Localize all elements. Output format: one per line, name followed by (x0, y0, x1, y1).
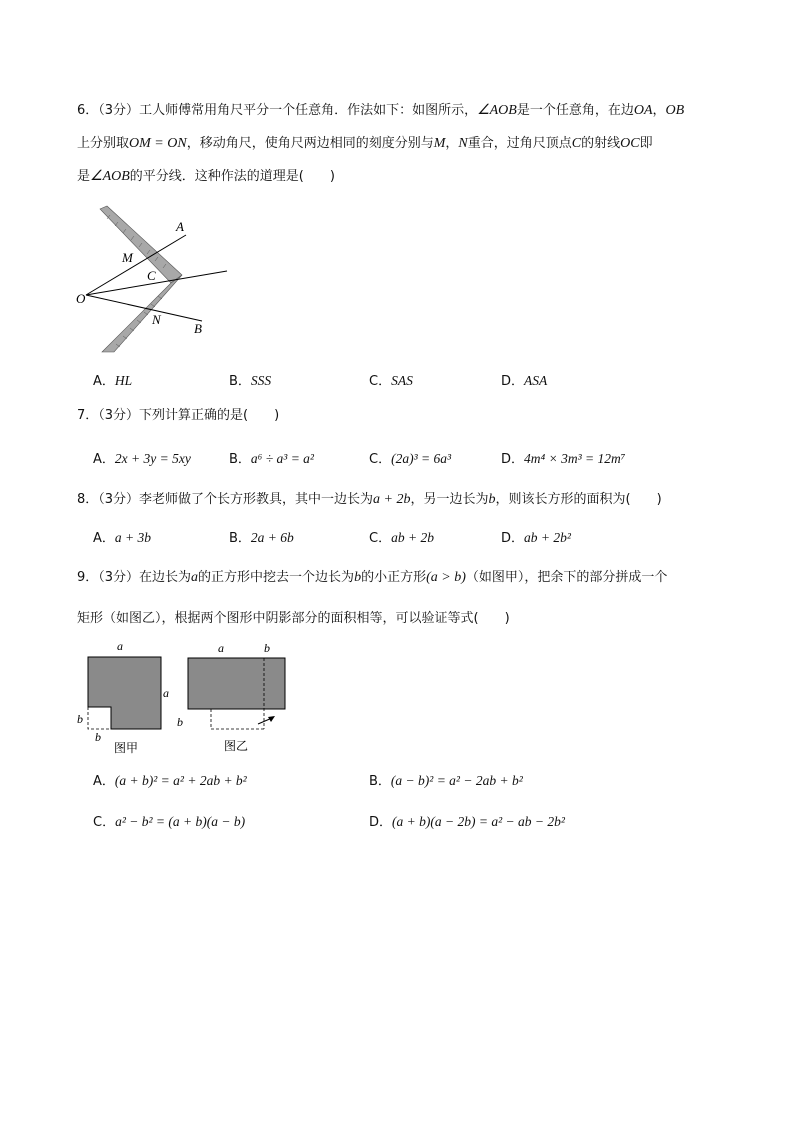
option-D[interactable]: D．ab + 2b² (501, 530, 571, 546)
label-M: M (122, 250, 133, 265)
option-D[interactable]: D．4m⁴ × 3m³ = 12m⁷ (501, 451, 626, 467)
label-N: N (152, 312, 161, 327)
option-C[interactable]: C．a² − b² = (a + b)(a − b) (93, 814, 246, 830)
question-9-text: 9．（3分）在边长为a的正方形中挖去一个边长为b的小正方形(a > b)（如图甲），把余下的部分拼成一个 矩形（如图乙），根据两个图形中阴影部分的面积相等，可以验证等式( ) (77, 570, 668, 626)
option-C[interactable]: C．(2a)³ = 6a³ (369, 451, 452, 467)
label-O: O (76, 291, 86, 306)
option-C[interactable]: C．SAS (369, 373, 413, 389)
svg-text:a: a (117, 639, 123, 653)
label-C: C (147, 268, 156, 283)
caption-jia: 图甲 (114, 741, 139, 755)
figure-jia (77, 639, 169, 755)
svg-text:a: a (218, 641, 224, 655)
option-A[interactable]: A．a + 3b (93, 530, 152, 546)
option-D[interactable]: D．ASA (501, 373, 548, 389)
square-rectangle-figures (74, 637, 294, 759)
angle-bisector-figure (74, 205, 234, 355)
option-B[interactable]: B．2a + 6b (229, 530, 294, 546)
option-B[interactable]: B．a⁶ ÷ a³ = a² (229, 451, 314, 467)
option-C[interactable]: C．ab + 2b (369, 530, 434, 546)
question-6-text: 6．（3分）工人师傅常用角尺平分一个任意角．作法如下：如图所示，∠AOB是一个任意角，在边OA，OB 上分别取OM = ON，移动角尺，使角尺两边相同的刻度分别与M，N重合，过角尺顶点C的射线OC即 是∠AOB的平分线．这种作法的道理是( ) (77, 103, 685, 184)
ray-OC (86, 271, 227, 295)
caption-yi: 图乙 (224, 739, 249, 753)
option-B[interactable]: B．SSS (229, 373, 272, 389)
svg-text:a: a (163, 686, 169, 700)
label-A: A (176, 219, 184, 234)
option-D[interactable]: D．(a + b)(a − 2b) = a² − ab − 2b² (369, 814, 565, 830)
svg-text:b: b (95, 730, 101, 744)
svg-text:b: b (264, 641, 270, 655)
figure-yi (177, 641, 285, 753)
label-B: B (194, 321, 202, 336)
option-A[interactable]: A．(a + b)² = a² + 2ab + b² (93, 773, 247, 789)
question-7-text: 7．（3分）下列计算正确的是( ) (77, 408, 280, 423)
option-A[interactable]: A．HL (93, 373, 133, 389)
svg-text:b: b (77, 712, 83, 726)
svg-text:b: b (177, 715, 183, 729)
option-A[interactable]: A．2x + 3y = 5xy (93, 451, 191, 467)
question-8-text: 8．（3分）李老师做了个长方形教具，其中一边长为a + 2b，另一边长为b，则该长方形的面积为( ) (77, 492, 662, 507)
option-B[interactable]: B．(a − b)² = a² − 2ab + b² (369, 773, 523, 789)
